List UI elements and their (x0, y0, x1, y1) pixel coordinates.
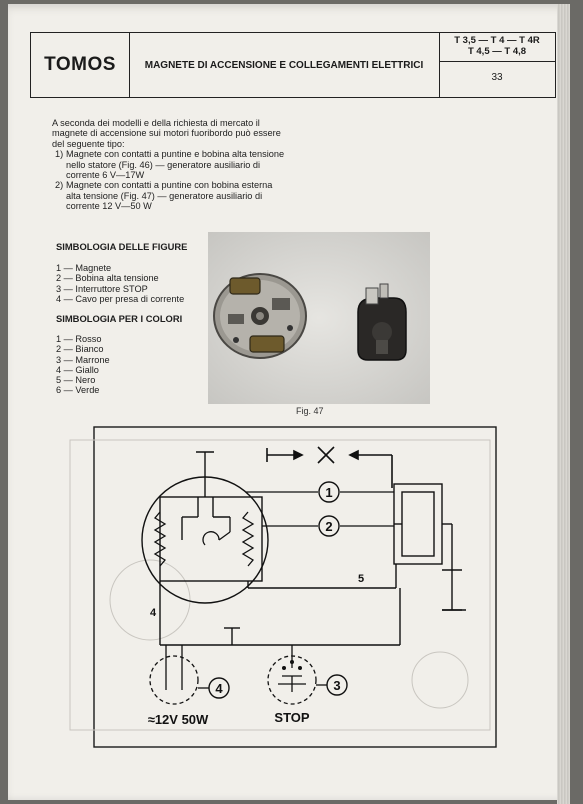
intro-item-2-text: Magnete con contatti a puntine con bobina esterna alta tensione (Fig. 47) — generatore ausiliario di corrente 12 V—50 W (66, 180, 273, 212)
callout-1-label: 1 (325, 485, 333, 500)
color-symbol-item: 6 — Verde (56, 385, 100, 396)
wire-5-label: 5 (358, 573, 365, 585)
color-symbol-item: 5 — Nero (56, 375, 96, 386)
power-rating-label: ≈12V 50W (147, 712, 209, 727)
brand-logo: TOMOS (31, 33, 130, 97)
callout-4-label: 4 (215, 681, 223, 696)
wire-4-label: 4 (150, 607, 157, 619)
color-symbol-item: 3 — Marrone (56, 354, 110, 365)
intro-item-1-number: 1) (55, 149, 64, 160)
color-symbol-item: 4 — Giallo (56, 364, 99, 375)
figure-symbol-item: 2 — Bobina alta tensione (56, 273, 159, 284)
color-symbol-item: 2 — Bianco (56, 344, 104, 355)
lighting-coil-symbol (243, 512, 253, 566)
wire-4 (160, 581, 400, 645)
page-title: MAGNETE DI ACCENSIONE E COLLEGAMENTI ELETTRICI (129, 33, 440, 97)
page-number: 33 (491, 72, 503, 83)
power-socket-symbol (150, 645, 209, 704)
callout-2-label: 2 (325, 519, 333, 534)
models-line-2: T 4,5 — T 4,8 (467, 46, 527, 57)
wire-5 (248, 564, 396, 588)
callout-3-label: 3 (333, 678, 341, 693)
stop-label: STOP (274, 710, 310, 725)
figure-caption: Fig. 47 (296, 406, 324, 416)
stop-switch-symbol (268, 645, 327, 704)
figure-symbol-item: 3 — Interruttore STOP (56, 283, 148, 294)
intro-item-1-text: Magnete con contatti a puntine e bobina alta tensione nello statore (Fig. 46) — generatore ausiliario di corrente 6 V—17W (66, 149, 285, 181)
intro-item-2-number: 2) (55, 180, 64, 191)
hv-coil-symbol (394, 484, 462, 610)
color-symbols-title: SIMBOLOGIA PER I COLORI (56, 313, 183, 324)
intro-paragraph: A seconda dei modelli e della richiesta di mercato il magnete di accensione sui motori fuoribordo può essere del seguente tipo: (52, 118, 281, 149)
figure-symbols-title: SIMBOLOGIA DELLE FIGURE (56, 241, 188, 252)
diagram-frame (94, 427, 496, 747)
color-symbol-item: 1 — Rosso (56, 334, 102, 344)
figure-symbol-item: 4 — Cavo per presa di corrente (56, 293, 185, 304)
figure-symbol-item: 1 — Magnete (56, 263, 112, 273)
capacitor-symbol (182, 452, 230, 540)
models-line-1: T 3,5 — T 4 — T 4R (454, 35, 540, 46)
breaker-points-symbol (203, 517, 230, 545)
